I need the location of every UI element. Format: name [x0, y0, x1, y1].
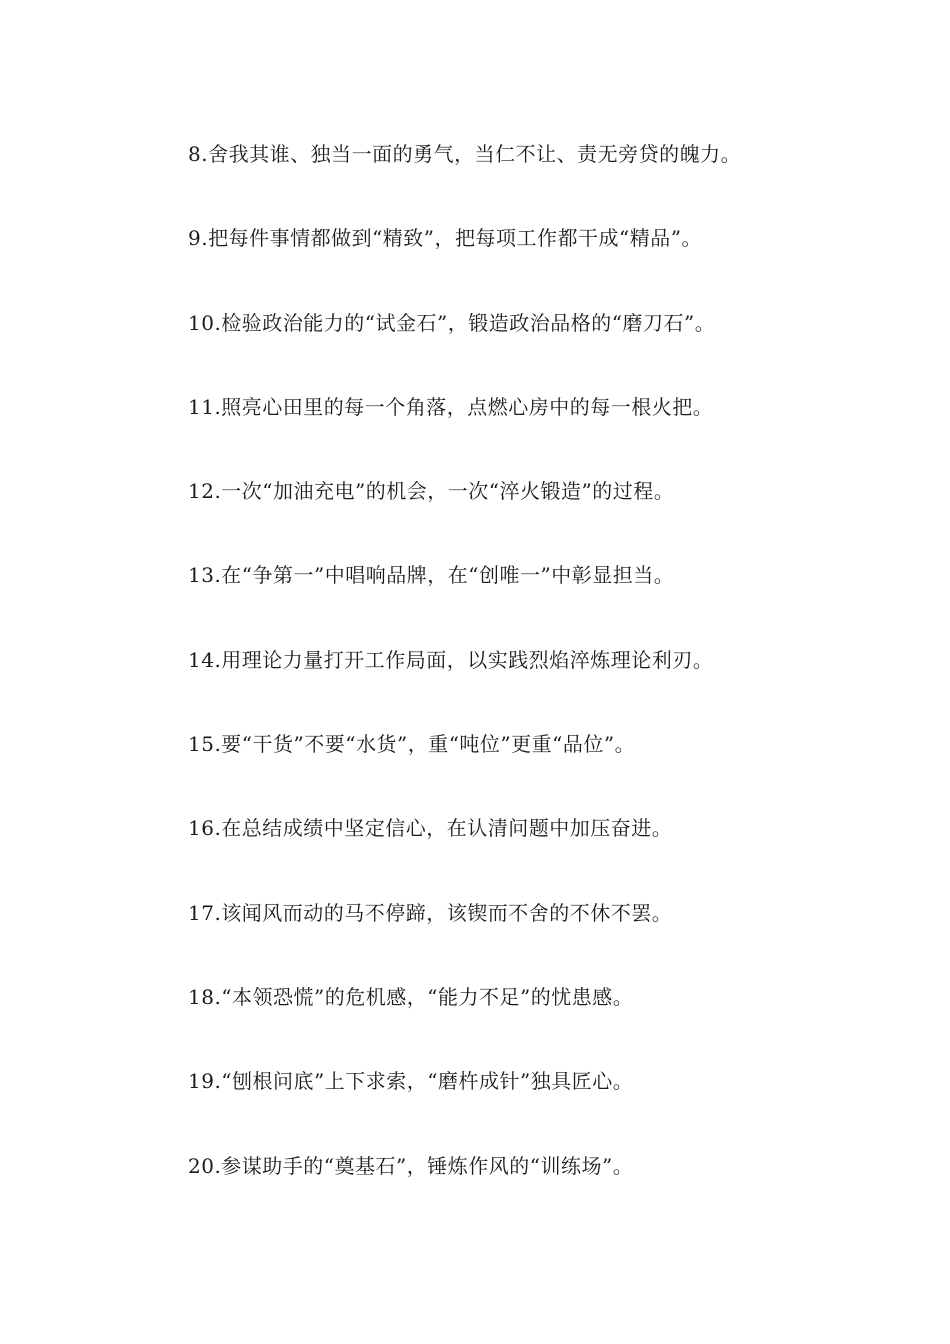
list-item: 14.用理论力量打开工作局面，以实践烈焰淬炼理论利刃。: [188, 647, 714, 672]
list-item: 15.要“干货”不要“水货”，重“吨位”更重“品位”。: [188, 732, 636, 757]
list-item: 11.照亮心田里的每一个角落，点燃心房中的每一根火把。: [188, 394, 714, 419]
list-item: 16.在总结成绩中坚定信心，在认清问题中加压奋进。: [188, 816, 673, 841]
numbered-list: [188, 136, 888, 1232]
list-item: 12.一次“加油充电”的机会，一次“淬火锻造”的过程。: [188, 479, 675, 504]
list-item: 10.检验政治能力的“试金石”，锻造政治品格的“磨刀石”。: [188, 310, 716, 335]
list-item: 8.舍我其谁、独当一面的勇气，当仁不让、责无旁贷的魄力。: [188, 142, 742, 166]
list-item: 9.把每件事情都做到“精致”，把每项工作都干成“精品”。: [188, 226, 702, 251]
list-item: 19.“刨根问底”上下求索，“磨杵成针”独具匠心。: [188, 1069, 634, 1094]
list-item: 18.“本领恐慌”的危机感，“能力不足”的忧患感。: [188, 984, 634, 1009]
list-item: 17.该闻风而动的马不停蹄，该锲而不舍的不休不罢。: [188, 900, 673, 925]
list-item: 20.参谋助手的“奠基石”，锤炼作风的“训练场”。: [188, 1153, 634, 1178]
list-item: 13.在“争第一”中唱响品牌，在“创唯一”中彰显担当。: [188, 563, 675, 588]
